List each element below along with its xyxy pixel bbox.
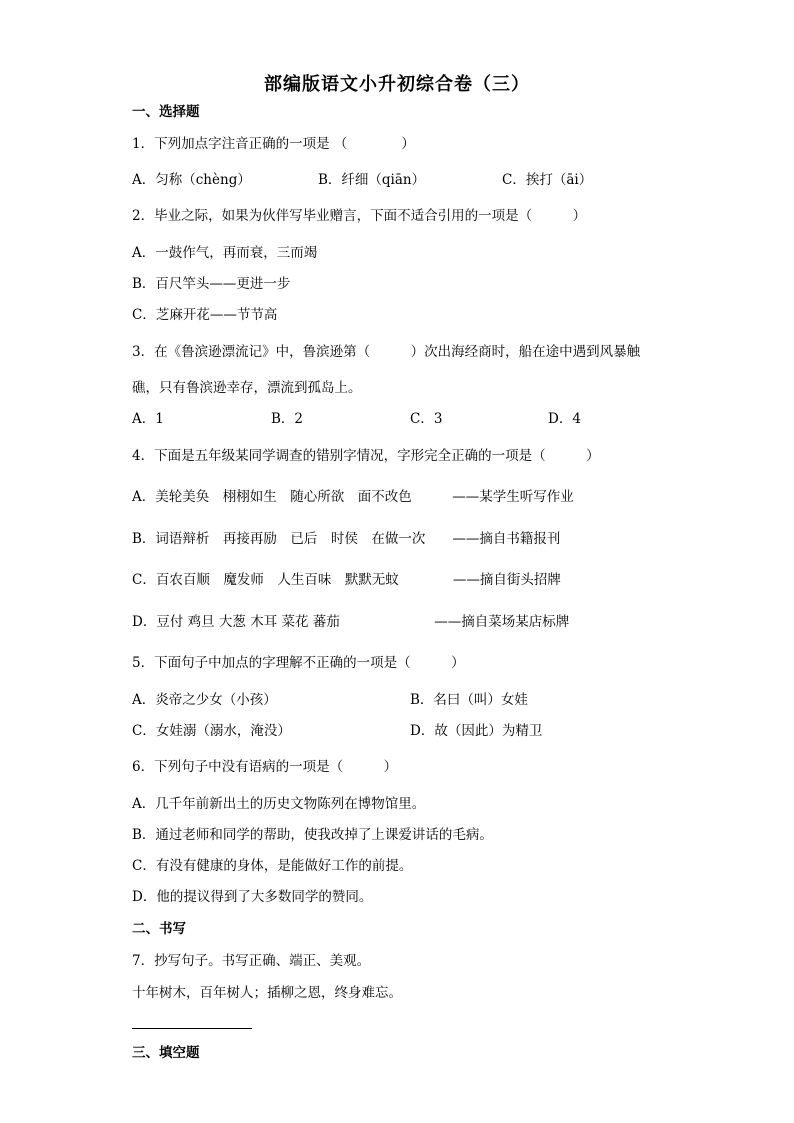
q3-option-d: D．4 (548, 411, 581, 427)
q3-stem-line1: 3．在《鲁滨逊漂流记》中，鲁滨逊第（ ）次出海经商时，船在途中遇到风暴触 (132, 344, 641, 360)
q4-option-a: A．美轮美奂 栩栩如生 随心所欲 面不改色 ——某学生听写作业 (132, 489, 574, 505)
q7-stem: 7．抄写句子。书写正确、端正、美观。 (132, 953, 371, 969)
q4-option-d: D．豆付 鸡旦 大葱 木耳 菜花 蕃茄 ——摘自菜场某店标牌 (132, 614, 570, 630)
q5-option-c: C．女娃溺（溺水，淹没） (132, 723, 291, 739)
q1-stem: 1．下列加点字注音正确的一项是 （ ） (132, 136, 415, 152)
q6-option-d: D．他的提议得到了大多数同学的赞同。 (132, 889, 373, 905)
q6-option-c: C．有没有健康的身体，是能做好工作的前提。 (132, 858, 413, 874)
q1-option-b: B．纤细（qiān） (318, 172, 426, 188)
q1-option-a: A．匀称（chèng） (132, 172, 251, 188)
q7-sentence: 十年树木，百年树人；插柳之恩，终身难忘。 (132, 985, 402, 1001)
q4-stem: 4．下面是五年级某同学调查的错别字情况，字形完全正确的一项是（ ） (132, 448, 600, 464)
q2-option-a: A．一鼓作气，再而衰，三而竭 (132, 245, 318, 261)
q3-option-a: A．1 (132, 411, 164, 427)
q6-stem: 6．下列句子中没有语病的一项是（ ） (132, 759, 398, 775)
q5-option-a: A．炎帝之少女（小孩） (132, 692, 277, 708)
q5-option-b: B．名曰（叫）女娃 (410, 692, 528, 708)
q2-stem: 2．毕业之际，如果为伙伴写毕业赠言，下面不适合引用的一项是（ ） (132, 208, 587, 224)
q1-option-c: C．挨打（āi） (502, 172, 593, 188)
q5-option-d: D．故（因此）为精卫 (410, 723, 543, 739)
q6-option-a: A．几千年前新出土的历史文物陈列在博物馆里。 (132, 796, 426, 812)
q4-option-c: C．百农百顺 魔发师 人生百味 默默无蚊 ——摘自街头招牌 (132, 572, 561, 588)
section-heading-writing: 二、书写 (132, 921, 186, 937)
q2-option-c: C．芝麻开花——节节高 (132, 307, 278, 323)
q4-option-b: B．词语辩析 再接再励 已后 时侯 在做一次 ——摘自书籍报刊 (132, 531, 561, 547)
q5-stem: 5．下面句子中加点的字理解不正确的一项是（ ） (132, 655, 465, 671)
section-heading-choice: 一、选择题 (132, 104, 200, 120)
q3-stem-line2: 礁，只有鲁滨逊幸存，漂流到孤岛上。 (132, 380, 362, 396)
section-heading-fill-in: 三、填空题 (132, 1045, 200, 1061)
q3-option-c: C．3 (410, 411, 443, 427)
q3-option-b: B．2 (271, 411, 304, 427)
q6-option-b: B．通过老师和同学的帮助，使我改掉了上课爱讲话的毛病。 (132, 827, 493, 843)
q2-option-b: B．百尺竿头——更进一步 (132, 276, 291, 292)
page-title: 部编版语文小升初综合卷（三） (264, 74, 530, 95)
answer-underline (132, 1028, 252, 1029)
